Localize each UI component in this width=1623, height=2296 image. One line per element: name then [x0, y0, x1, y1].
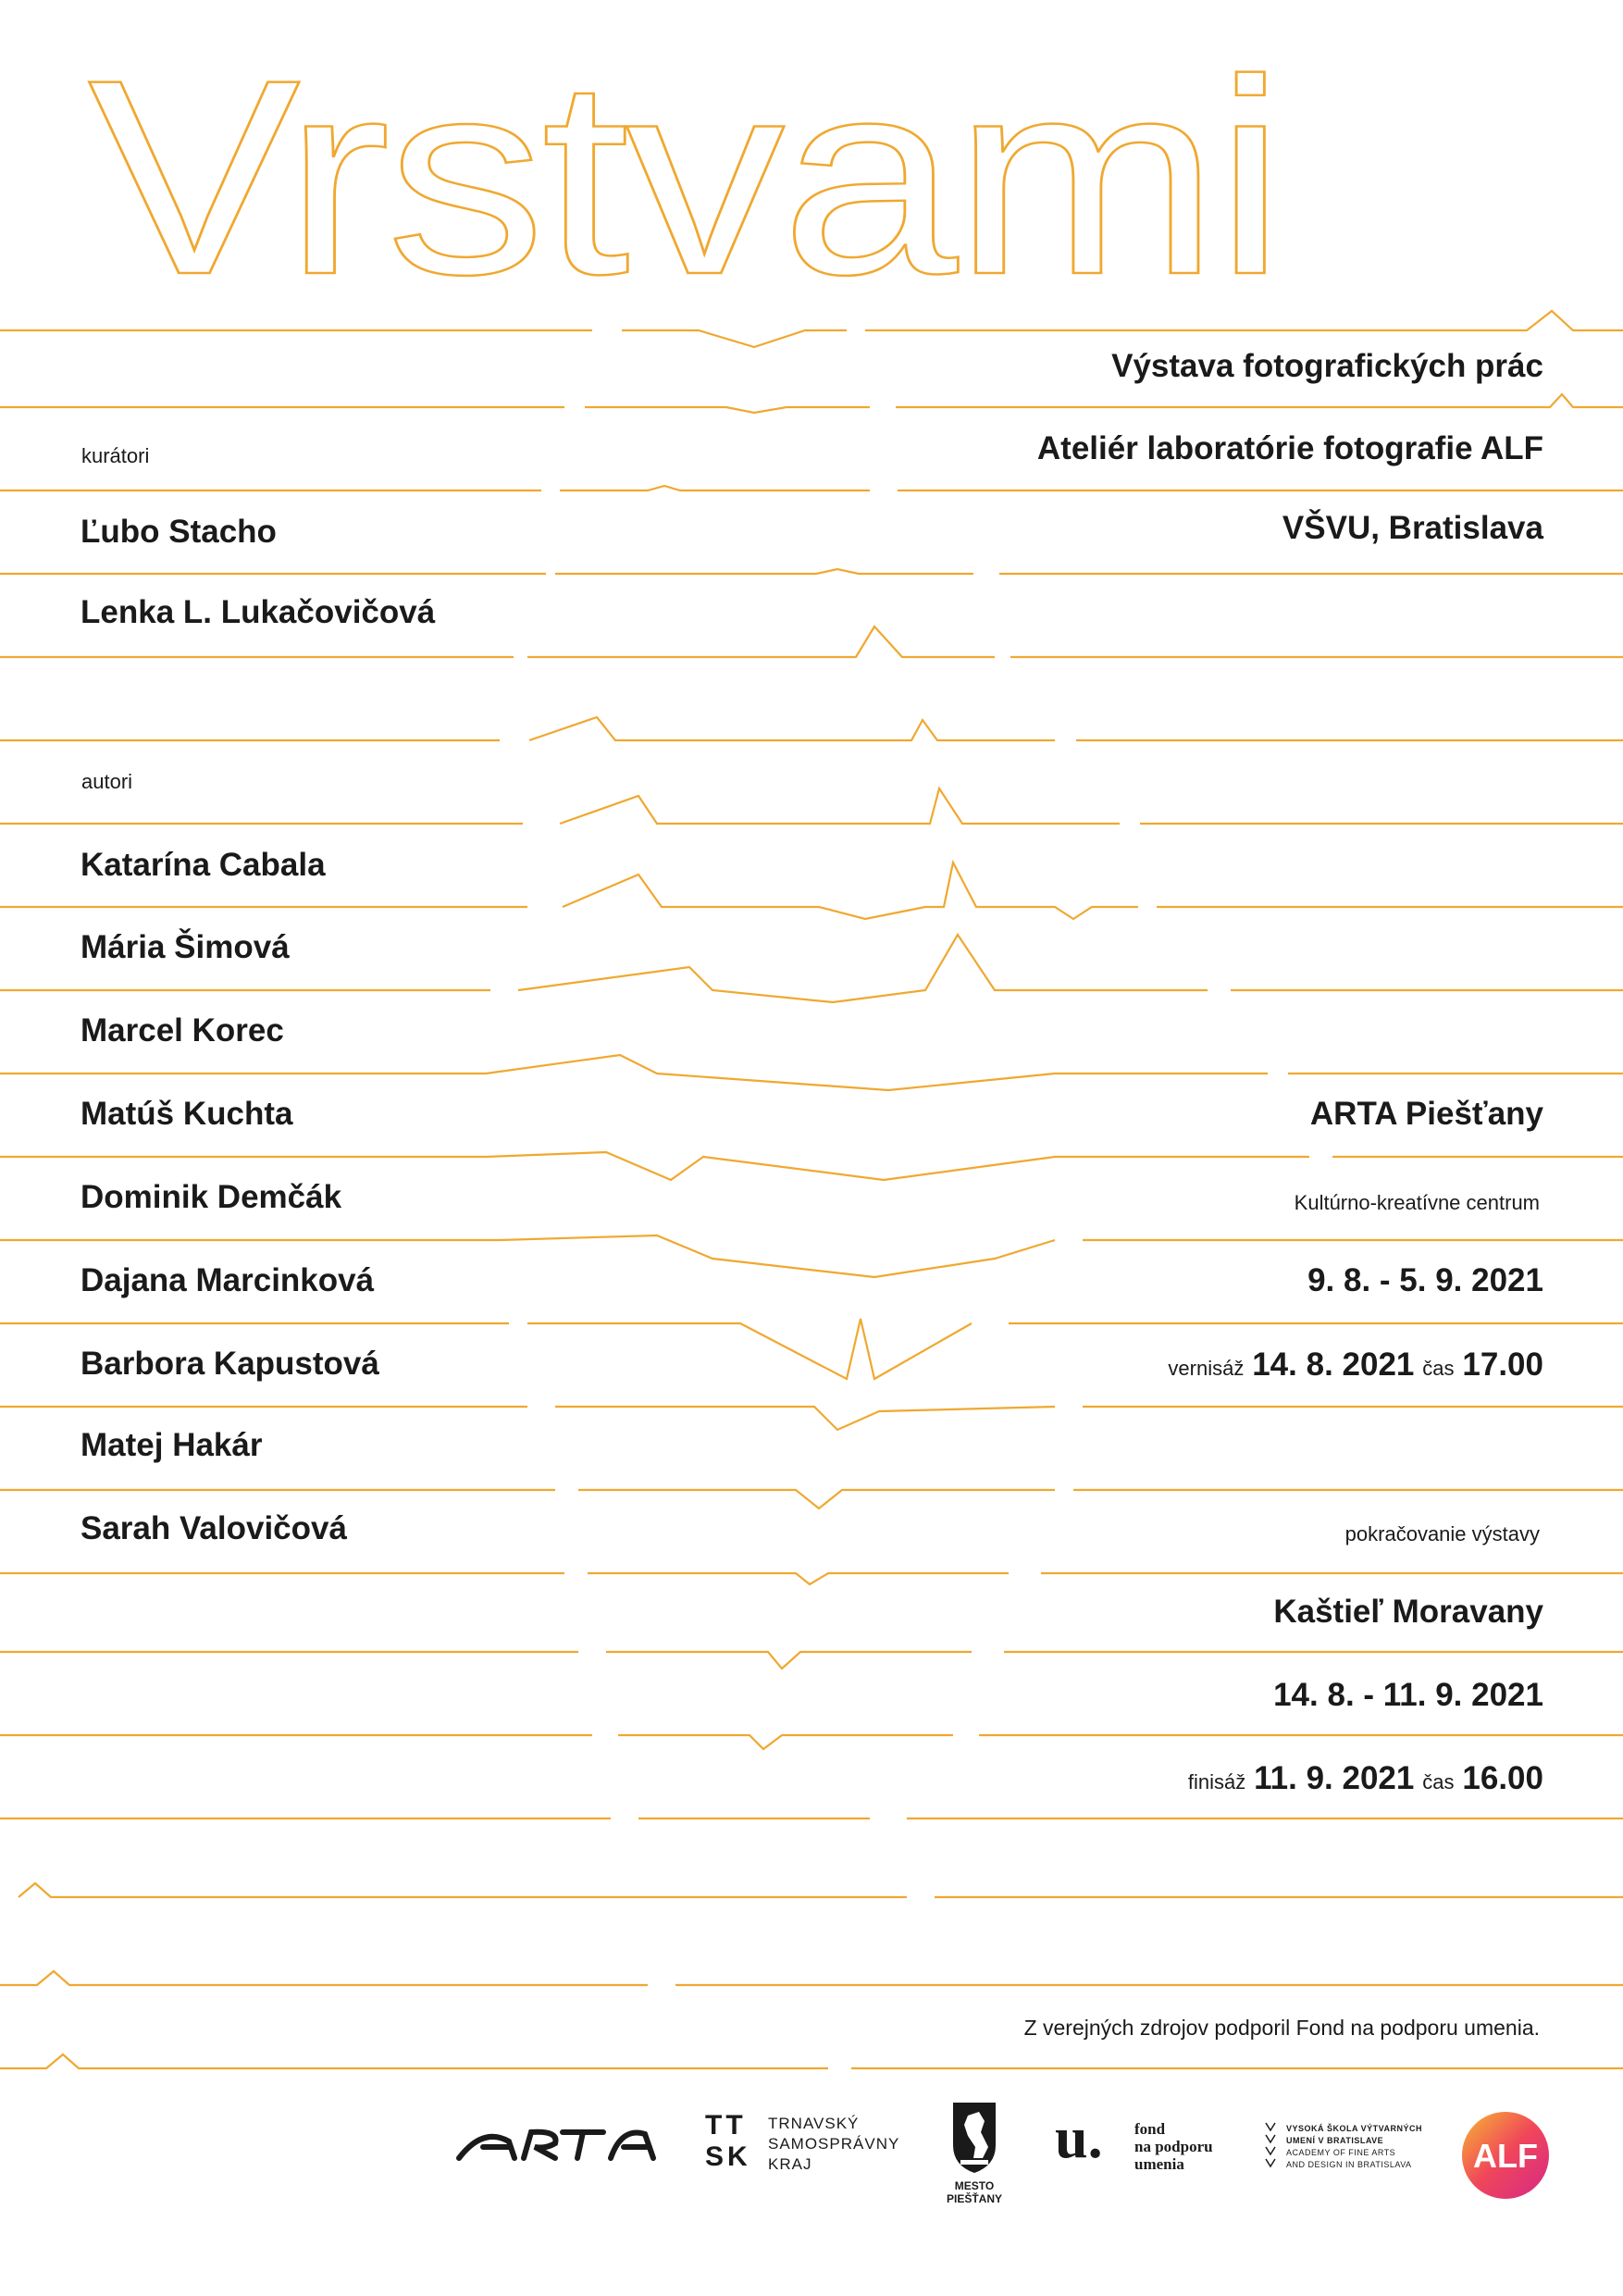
- author-name: Dajana Marcinková: [81, 1262, 375, 1298]
- layer-line: [0, 1652, 1623, 1669]
- fpu-mark: u.: [1055, 2104, 1103, 2170]
- venue1-subtitle: Kultúrno-kreatívne centrum: [1294, 1191, 1540, 1214]
- exhibition-type: Výstava fotografických prác: [1111, 348, 1543, 384]
- layer-line: [0, 788, 1623, 824]
- venue2-intro: pokračovanie výstavy: [1344, 1522, 1540, 1545]
- mesto-line1: MESTO: [954, 2179, 995, 2192]
- layer-line: [19, 1883, 1623, 1897]
- layer-line: [0, 1490, 1623, 1508]
- layer-line: [0, 394, 1623, 413]
- venue2-dates: 14. 8. - 11. 9. 2021: [1273, 1677, 1543, 1713]
- vsvu-line3: ACADEMY OF FINE ARTS: [1286, 2148, 1396, 2157]
- layer-line: [0, 486, 1623, 490]
- ttsk-logo: [705, 2110, 909, 2184]
- alf-badge-text: ALF: [1473, 2137, 1538, 2175]
- mesto-piestany-logo: [942, 2099, 1007, 2205]
- venue2-closing-line: [1188, 1760, 1543, 1797]
- ttsk-mark-top: TT: [705, 2110, 747, 2141]
- fpu-line1: fond: [1134, 2120, 1166, 2138]
- layer-line: [0, 1573, 1623, 1584]
- vsvu-logo: [1264, 2121, 1431, 2177]
- author-name: Marcel Korec: [81, 1012, 284, 1049]
- mesto-line2: PIEŠŤANY: [946, 2192, 1002, 2205]
- arta-logo: [455, 2121, 661, 2167]
- ttsk-line2: SAMOSPRÁVNY: [768, 2135, 900, 2153]
- author-name: Barbora Kapustová: [81, 1346, 379, 1382]
- author-name: Katarína Cabala: [81, 847, 326, 883]
- alf-badge-icon: [1460, 2110, 1551, 2201]
- fpu-logo: [1055, 2104, 1240, 2179]
- layer-line: [0, 1735, 1623, 1749]
- ttsk-mark-bottom: SK: [705, 2141, 751, 2172]
- authors-label: autori: [81, 770, 133, 793]
- layer-line: [0, 717, 1623, 740]
- author-name: Sarah Valovičová: [81, 1510, 347, 1546]
- closing-label: finisáž: [1187, 1770, 1246, 1793]
- opening-label: vernisáž: [1168, 1357, 1245, 1380]
- author-name: Matúš Kuchta: [81, 1096, 293, 1132]
- venue2-name: Kaštieľ Moravany: [1273, 1594, 1543, 1630]
- venue1-dates: 9. 8. - 5. 9. 2021: [1307, 1262, 1543, 1298]
- funding-note: Z verejných zdrojov podporil Fond na podporu umenia.: [1023, 2016, 1540, 2040]
- curator-name: Ľubo Stacho: [81, 514, 277, 550]
- layer-line: [0, 311, 1623, 347]
- poster-title: [0, 0, 1623, 305]
- layer-line: [0, 2054, 1623, 2068]
- title-text: Vrstvami: [88, 21, 1282, 305]
- curator-name: Lenka L. Lukačovičová: [81, 594, 436, 630]
- opening-time: 17.00: [1462, 1347, 1543, 1383]
- ttsk-line3: KRAJ: [768, 2155, 812, 2173]
- vsvu-mark-icon: [1264, 2121, 1277, 2173]
- closing-time: 16.00: [1462, 1760, 1543, 1796]
- layer-line: [0, 569, 1623, 574]
- alf-logo: [1460, 2110, 1551, 2201]
- author-name: Matej Hakár: [81, 1427, 263, 1463]
- venue1-name: ARTA Piešťany: [1309, 1096, 1543, 1132]
- fpu-line3: umenia: [1134, 2155, 1184, 2173]
- vsvu-line1: VYSOKÁ ŠKOLA VÝTVARNÝCH: [1286, 2124, 1423, 2133]
- layer-line: [0, 1971, 1623, 1985]
- layer-line: [0, 1152, 1623, 1180]
- time-label: čas: [1422, 1357, 1455, 1380]
- arta-logo-mark: [455, 2121, 661, 2167]
- ttsk-line1: TRNAVSKÝ: [768, 2115, 860, 2132]
- venue1-opening-line: [1168, 1347, 1543, 1384]
- fpu-line2: na podporu: [1134, 2138, 1213, 2155]
- school-name: VŠVU, Bratislava: [1282, 510, 1543, 546]
- curators-label: kurátori: [81, 444, 150, 467]
- layer-line: [0, 1055, 1623, 1090]
- studio-name: Ateliér laboratórie fotografie ALF: [1036, 430, 1543, 466]
- vsvu-line4: AND DESIGN IN BRATISLAVA: [1286, 2160, 1412, 2169]
- author-name: Dominik Demčák: [81, 1179, 342, 1215]
- vsvu-line2: UMENÍ V BRATISLAVE: [1286, 2136, 1384, 2145]
- time-label: čas: [1422, 1770, 1455, 1793]
- opening-date: 14. 8. 2021: [1252, 1347, 1415, 1383]
- author-name: Mária Šimová: [81, 929, 290, 965]
- closing-date: 11. 9. 2021: [1254, 1760, 1415, 1796]
- city-crest-icon: [942, 2099, 1007, 2175]
